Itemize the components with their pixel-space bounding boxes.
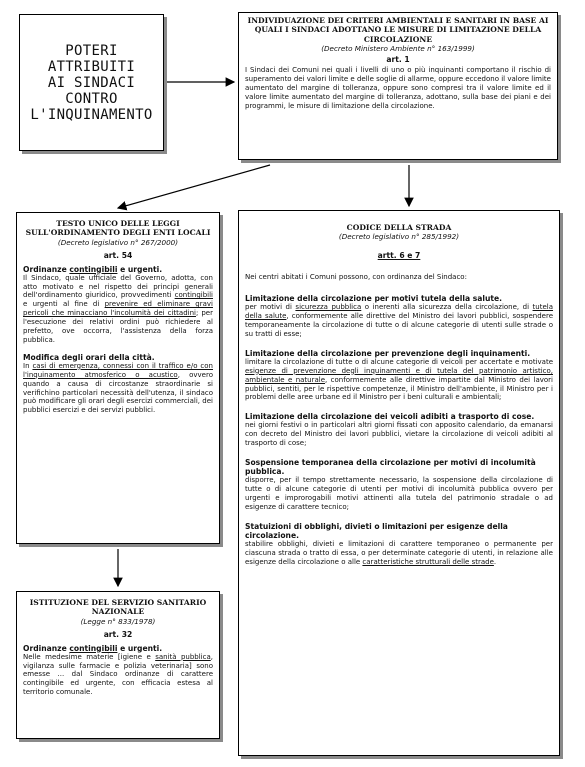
codice-s2-heading: Limitazione della circolazione per prevenzione degli inquinamenti. [245, 348, 531, 358]
codice-strada-box [238, 210, 560, 756]
istituzione-title: ISTITUZIONE DEL SERVIZIO SANITARIO NAZIONALE [29, 598, 207, 617]
codice-title: CODICE DELLA STRADA [346, 223, 452, 232]
poteri-label: POTERI ATTRIBUITI AI SINDACI CONTRO L'INQUINAMENTO [30, 42, 153, 123]
codice-s5-text: stabilire obblighi, divieti e limitazioni di carattere temporaneo o permanente per ciascuna strada o tratto di essa, o per determinate categorie di utenti, in relazione alle esigenze della circolazione o alle caratteristiche strutturali delle strade. [245, 539, 553, 566]
codice-s1-heading: Limitazione della circolazione per motivi tutela della salute. [245, 294, 503, 304]
codice-article: artt. 6 e 7 [377, 251, 421, 261]
codice-s3-heading: Limitazione della circolazione dei veicoli adibiti a trasporto di cose. [245, 412, 535, 422]
modifica-orari-heading: Modifica degli orari della città. [23, 352, 155, 362]
individuazione-article: art. 1 [386, 54, 410, 64]
testo-unico-subtitle: (Decreto legislativo n° 267/2000) [57, 237, 179, 247]
poteri-box [19, 14, 164, 151]
testo-unico-box [16, 212, 220, 544]
ordinanze-text: Il Sindaco, quale ufficiale del Governo, adotta, con atto motivato e nel rispetto dei principi generali dell'ordinamento giuridico, provvedimenti contingibili e urgenti al fine di prevenire ed eliminare gravi pericoli che minacciano l'incolumità dei cittadini; per l'esecuzione dei relativi ordini può richiedere al prefetto, ove occorra, l'assistenza della forza pubblica. [23, 273, 213, 344]
testo-unico-title: TESTO UNICO DELLE LEGGI SULL'ORDINAMENTO DEGLI ENTI LOCALI [25, 219, 211, 238]
istituzione-heading: Ordinanze contingibili e urgenti. [23, 643, 163, 653]
codice-s2-text: limitare la circolazione di tutte o di alcune categorie di veicoli per accertate e motivate esigenze di prevenzione degli inquinamenti e di tutela del patrimonio artistico, ambientale e naturale, conformemente alle direttive impartite dal Ministro dei lavori pubblici, sentiti, per le rispettive competenze, il Ministro dell'ambiente, il Ministro per i problemi delle aree urbane ed il Ministro per i beni culturali e ambientali; [245, 357, 553, 402]
codice-s4-heading: Sospensione temporanea della circolazione per motivi di incolumità pubblica. [245, 458, 536, 477]
codice-s3-text: nei giorni festivi o in particolari altri giorni fissati con apposito calendario, da emanarsi con decreto del Ministro dei lavori pubblici, vietare la circolazione di veicoli adibiti al trasporto di cose; [245, 421, 553, 448]
istituzione-box [16, 591, 220, 739]
codice-s1-text: per motivi di sicurezza pubblica o inerenti alla sicurezza della circolazione, di tutela della salute, conformemente alle direttive del Ministro dei lavori pubblici, sospendere temporaneamente la circolazione di tutte o di alcune categorie di utenti sulle strade o su tratti di esse; [245, 303, 554, 338]
codice-s4-text: disporre, per il tempo strettamente necessario, la sospensione della circolazione di tutte o di alcune categorie di utenti per motivi di incolumità pubblica ovvero per urgenti e improrogabili motivi attinenti alla tutela del patrimonio stradale o ad esigenze di carattere tecnico; [245, 476, 553, 511]
ordinanze-heading: Ordinanze contingibili e urgenti. [23, 264, 163, 274]
codice-intro: Nei centri abitati i Comuni possono, con ordinanza del Sindaco: [245, 273, 467, 282]
codice-subtitle: (Decreto legislativo n° 285/1992) [338, 232, 460, 242]
modifica-orari-text: In casi di emergenza, connessi con il traffico e/o con l'inquinamento atmosferico o acustico, ovvero quando a causa di circostanze straordinarie si verifichino particolari necessità dell'utenza, il sindaco può modificare gli orari degli esercizi commerciali, dei pubblici esercizi e dei servizi pubblici. [23, 361, 213, 415]
individuazione-box [238, 12, 558, 160]
individuazione-text: I Sindaci dei Comuni nei quali i livelli di uno o più inquinanti comportano il rischio di superamento dei valori limite e delle soglie di allarme, oppure eccedono il valore limite aumentato del margine di tolleranza, oppure sono compresi tra il valore limite ed il valore limite aumentato del margine di tolleranza, adottano, sulla base dei piani e dei programmi, le misure di limitazione della circolazione. [245, 65, 551, 110]
istituzione-subtitle: (Legge n° 833/1978) [80, 616, 156, 626]
testo-unico-article: art. 54 [103, 250, 133, 260]
codice-s5-heading: Statuizioni di obblighi, divieti o limitazioni per esigenze della circolazione. [245, 521, 508, 540]
individuazione-subtitle: (Decreto Ministero Ambiente n° 163/1999) [321, 43, 475, 53]
istituzione-article: art. 32 [103, 629, 133, 639]
individuazione-title: INDIVIDUAZIONE DEI CRITERI AMBIENTALI E SANITARI IN BASE AI QUALI I SINDACI ADOTTANO LE MISURE DI LIMITAZIONE DELLA CIRCOLAZIONE [247, 16, 549, 44]
istituzione-text: Nelle medesime materie [igiene e sanità pubblica, vigilanza sulle farmacie e polizia veterinaria] sono emesse ... dal Sindaco ordinanze di carattere contingibile ed urgente, con efficacia estesa al territorio comunale. [23, 652, 213, 697]
arrow-individuazione-to-testo-unico [118, 165, 270, 208]
